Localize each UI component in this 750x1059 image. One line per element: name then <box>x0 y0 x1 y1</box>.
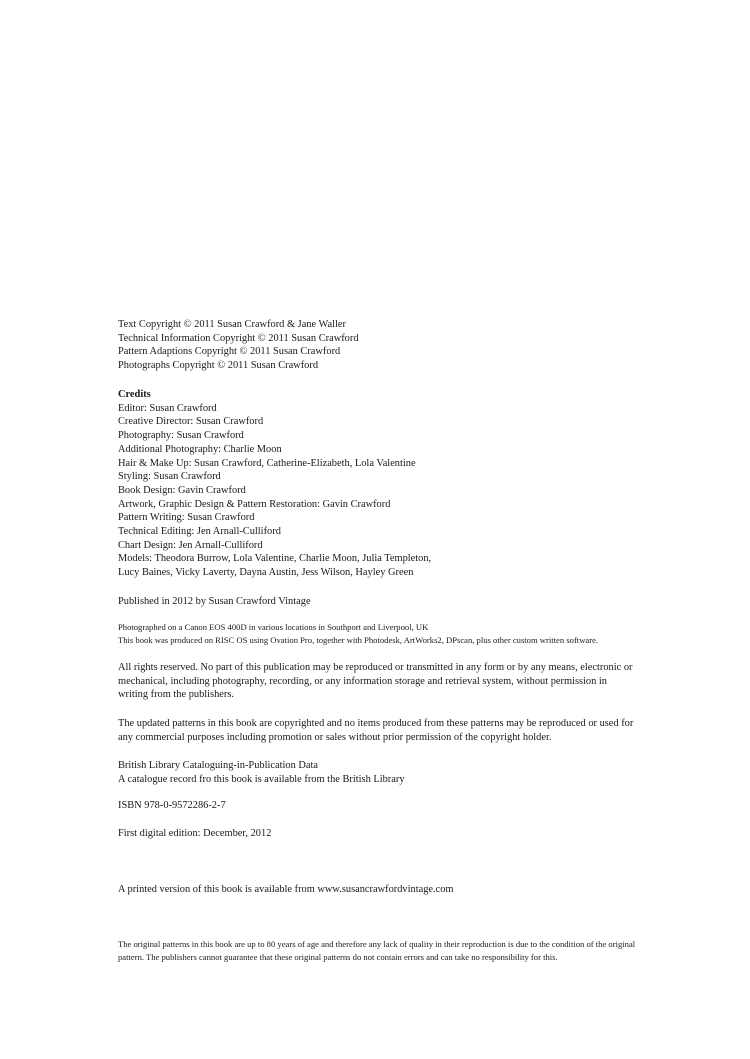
published-text: Published in 2012 by Susan Crawford Vintage <box>118 596 311 607</box>
printed-version-notice <box>118 883 638 897</box>
cip-title: British Library Cataloguing-in-Publication Data <box>118 760 318 771</box>
copyright-text: Text Copyright © 2011 Susan Crawford & Jane Waller <box>118 319 346 330</box>
software-note: This book was produced on RISC OS using Ovation Pro, together with Photodesk, ArtWorks2, DPscan, plus other custom written software. <box>118 634 599 645</box>
credit-line: Photography: Susan Crawford <box>118 430 244 442</box>
disclaimer-text: The original patterns in this book are up to 80 years of age and therefore any lack of quality in their reproduction is due to the condition of the original pattern. The publishers cannot guarantee that these original patterns do not contain errors and can take no responsibility for this. <box>118 939 636 962</box>
isbn <box>118 799 638 813</box>
rights-reserved <box>118 661 638 702</box>
edition <box>118 827 638 841</box>
credit-line: Creative Director: Susan Crawford <box>118 416 264 428</box>
credit-line: Chart Design: Jen Arnall-Culliford <box>118 539 263 551</box>
copyright-technical: Technical Information Copyright © 2011 Susan Crawford <box>118 332 359 344</box>
credit-line: Hair & Make Up: Susan Crawford, Catherine-Elizabeth, Lola Valentine <box>118 457 416 469</box>
photographed-note: Photographed on a Canon EOS 400D in various locations in Southport and Liverpool, UK <box>118 622 429 632</box>
updated-patterns-notice <box>118 717 638 744</box>
credits-heading: Credits <box>118 389 151 400</box>
copyright-pattern-adaptions: Pattern Adaptions Copyright © 2011 Susan Crawford <box>118 346 341 358</box>
credits-section <box>118 388 638 580</box>
published-notice <box>118 595 638 609</box>
production-notes <box>118 621 638 646</box>
credit-line: Additional Photography: Charlie Moon <box>118 443 282 455</box>
copyright-notices <box>118 318 638 373</box>
updated-patterns-text: The updated patterns in this book are copyrighted and no items produced from these patterns may be reproduced or used for any commercial purposes including promotion or sales without prior permission of the copyright holder. <box>118 718 634 743</box>
credit-line: Models: Theodora Burrow, Lola Valentine, Charlie Moon, Julia Templeton, <box>118 553 432 565</box>
rights-text: All rights reserved. No part of this publication may be reproduced or transmitted in any form or by any means, electronic or mechanical, including photography, recording, or any information storage and retrieval system, without permission in writing from the publishers. <box>118 662 633 701</box>
cip-data <box>118 759 638 786</box>
printed-version-text: A printed version of this book is available from www.susancrawfordvintage.com <box>118 884 454 895</box>
isbn-text: ISBN 978-0-9572286-2-7 <box>118 800 226 811</box>
credit-line: Pattern Writing: Susan Crawford <box>118 512 255 524</box>
cip-record: A catalogue record fro this book is available from the British Library <box>118 773 405 785</box>
edition-text: First digital edition: December, 2012 <box>118 828 272 839</box>
credit-line: Artwork, Graphic Design & Pattern Restoration: Gavin Crawford <box>118 498 391 510</box>
credit-line: Lucy Baines, Vicky Laverty, Dayna Austin, Jess Wilson, Hayley Green <box>118 567 414 579</box>
credit-line: Styling: Susan Crawford <box>118 471 221 483</box>
credit-line: Editor: Susan Crawford <box>118 402 217 414</box>
disclaimer <box>118 938 638 963</box>
copyright-photographs: Photographs Copyright © 2011 Susan Crawford <box>118 360 319 372</box>
credit-line: Technical Editing: Jen Arnall-Culliford <box>118 526 281 538</box>
credit-line: Book Design: Gavin Crawford <box>118 484 246 496</box>
